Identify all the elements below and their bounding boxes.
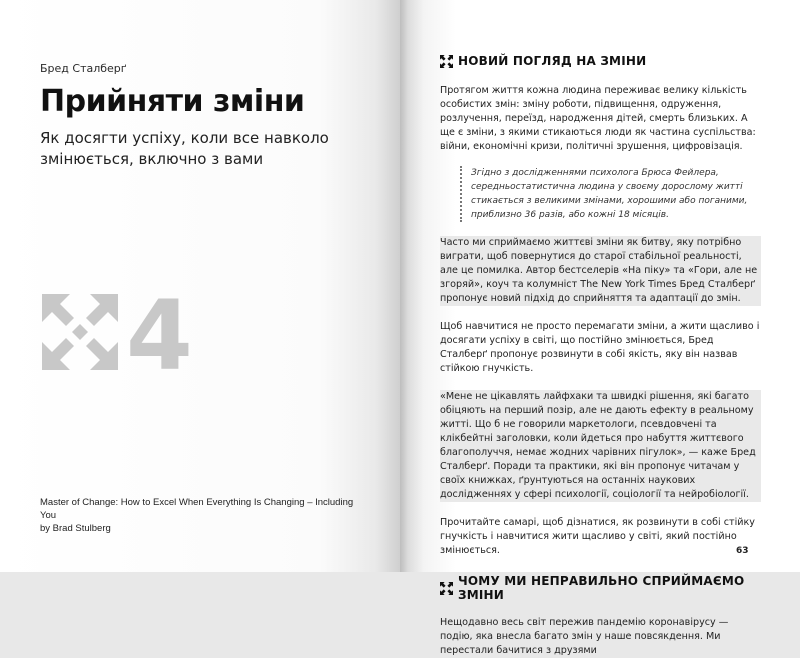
expand-arrows-icon [440, 55, 453, 68]
book-subtitle: Як досягти успіху, коли все навколо змінюється, включно з вами [40, 129, 329, 168]
chapter-number: 4 [126, 280, 193, 392]
right-page [400, 0, 800, 656]
author-name: Бред Сталберґ [40, 62, 127, 75]
book-title: Прийняти зміни [40, 84, 305, 119]
paragraph-5: Прочитайте самарі, щоб дізнатися, як розвинути в собі стійку гнучкість і навчитися жити щасливо у світі, який постійно змінюється. [440, 517, 755, 556]
expand-arrows-icon [440, 582, 453, 595]
original-title-line1: Master of Change: How to Excel When Everything Is Changing – Including You [40, 497, 354, 521]
paragraph-4: «Мене не цікавлять лайфхаки та швидкі рішення, які багато обіцяють на перший позір, але не дають ефекту в реальному житті. Що б не говорили маркетологи, псевдовчені та клікбейтні заголовки, коли йдеться про набуття життєвого благополуччя, немає жодних чарівних пігулок», — каже Бред Сталберґ. Поради та практики, які він пропонує читачам у своїх книжках, ґрунтуються на останніх наукових дослідженнях у сфері психології, соціології та нейробіології. [440, 390, 761, 502]
section-heading-1-text: НОВИЙ ПОГЛЯД НА ЗМІНИ [458, 54, 647, 68]
page-number: 63 [736, 546, 749, 556]
section-heading-1 [440, 54, 761, 68]
chapter-mark [40, 280, 200, 392]
quote-block: Згідно з дослідженнями психолога Брюса Фейлера, середньостатистична людина у своєму дорослому житті стикається з великими змінами, хорошими або поганими, приблизно 36 разів, або кожні 18 місяців. [460, 166, 761, 222]
original-title-line2: by Brad Stulberg [40, 523, 111, 534]
paragraph-1: Протягом життя кожна людина переживає велику кількість особистих змін: зміну роботи, підвищення, одруження, розлучення, переїзд, народження дітей, смерть близьких. А ще є зміни, з якими стикаються люди як частина суспільства: війни, економічні кризи, політичні зрушення, цифровізація. [440, 85, 756, 152]
paragraph-6: Нещодавно весь світ пережив пандемію коронавірусу — подію, яка внесла багато змін у наше повсякдення. Ми перестали бачитися з друзями [440, 617, 729, 656]
page-content [440, 54, 761, 658]
paragraph-3: Щоб навчитися не просто перемагати зміни, а жити щасливо і досягати успіху в світі, що постійно змінюється, Бред Сталберґ пропонує розвинути в собі якість, яку він назвав стійкою гнучкість. [440, 321, 760, 374]
original-title [40, 496, 370, 535]
section-heading-2 [440, 574, 761, 602]
paragraph-2: Часто ми сприймаємо життєві зміни як битву, яку потрібно виграти, щоб повернутися до старої стабільної реальності, але це помилка. Автор бестселерів «На піку» та «Гори, але не згоряй», коуч та колумніст The New York Times Бред Сталберґ пропонує новий підхід до сприйняття та адаптації до змін. [440, 236, 761, 306]
left-page [0, 0, 400, 572]
section-heading-2-text: ЧОМУ МИ НЕПРАВИЛЬНО СПРИЙМАЄМО ЗМІНИ [458, 574, 745, 602]
expand-arrows-icon [40, 280, 200, 392]
